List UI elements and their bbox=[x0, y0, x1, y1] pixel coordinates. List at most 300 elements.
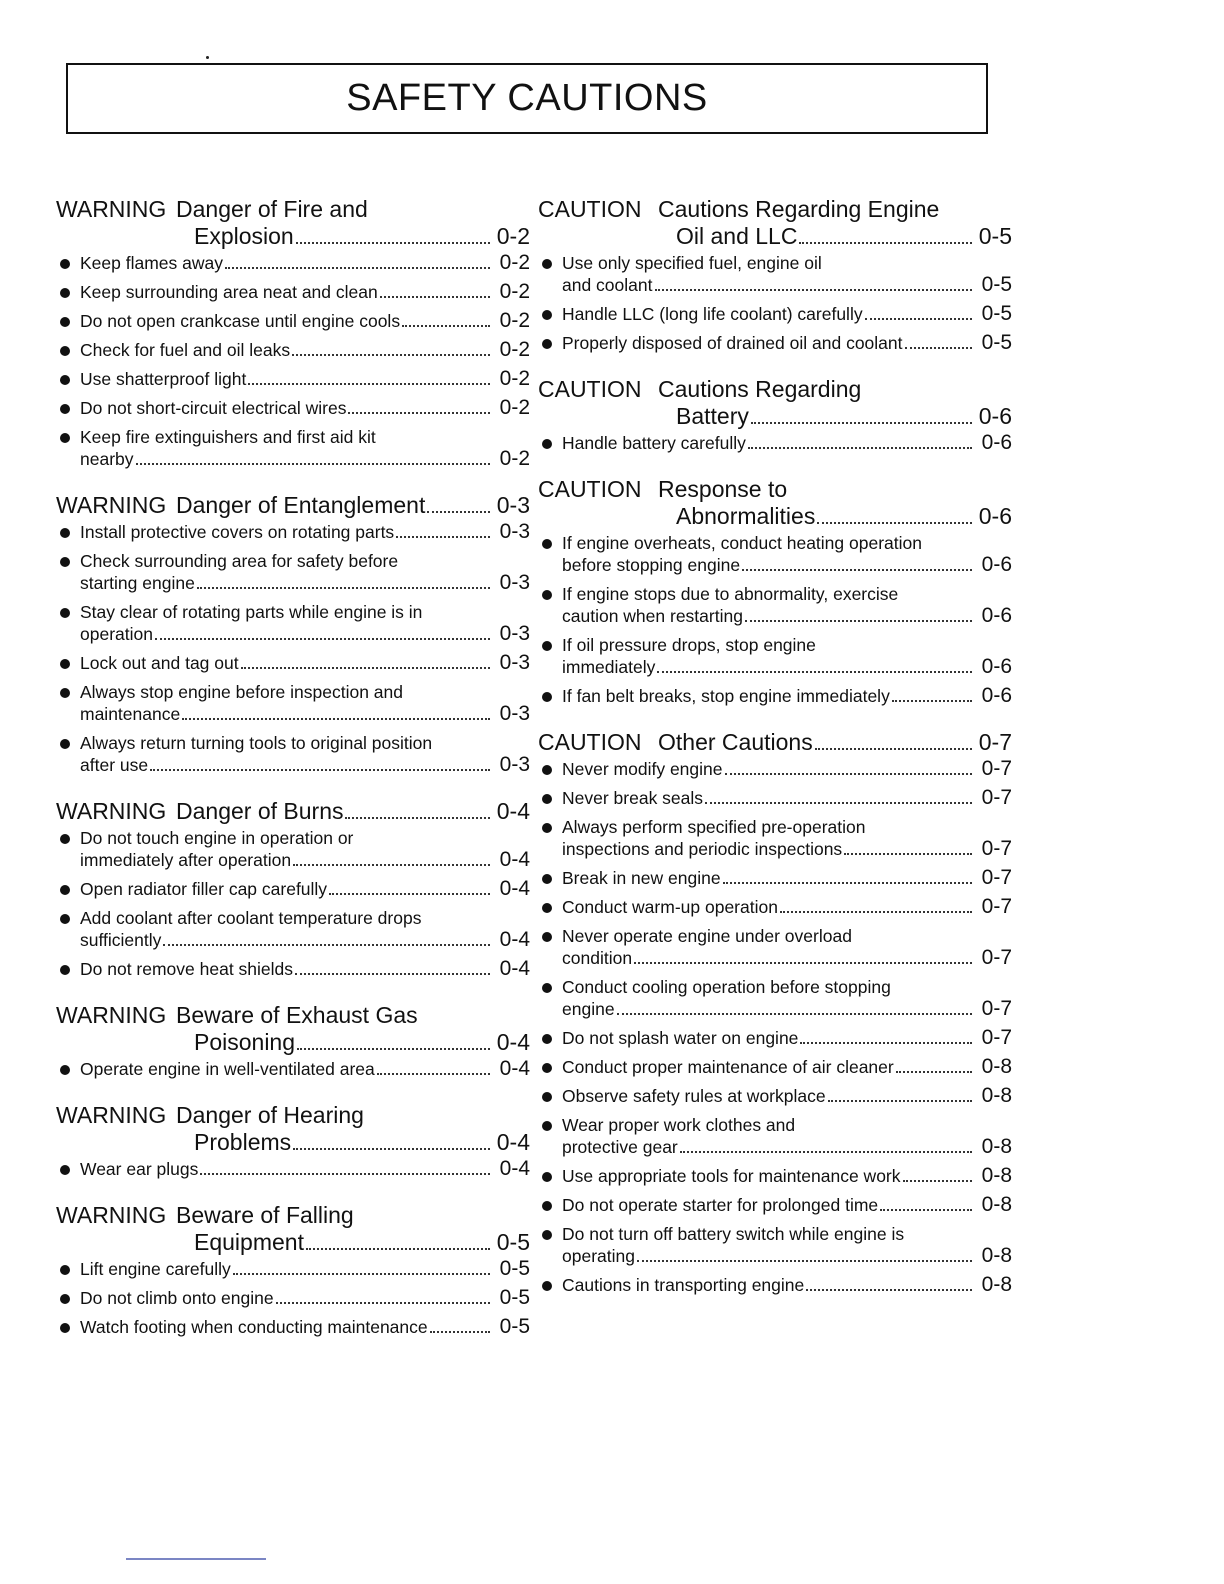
bullet-icon bbox=[60, 404, 70, 414]
toc-entry[interactable] bbox=[538, 252, 1012, 296]
toc-section bbox=[56, 1202, 530, 1338]
entry-line bbox=[80, 878, 530, 900]
entry-text-line2: maintenance bbox=[80, 704, 181, 724]
section-items bbox=[56, 252, 530, 470]
page-number: 0-5 bbox=[981, 331, 1012, 354]
dot-leader bbox=[329, 893, 490, 895]
toc-entry[interactable] bbox=[538, 583, 1012, 627]
dot-leader bbox=[427, 511, 490, 513]
page-number: 0-4 bbox=[496, 798, 530, 824]
dot-leader bbox=[799, 242, 972, 244]
entry-text-line1: If engine stops due to abnormality, exercise bbox=[562, 584, 899, 604]
bullet-icon bbox=[542, 692, 552, 702]
entry-line bbox=[80, 339, 530, 361]
toc-section bbox=[56, 798, 530, 980]
toc-entry[interactable] bbox=[56, 1158, 530, 1180]
section-heading bbox=[56, 1202, 530, 1256]
dot-leader bbox=[182, 718, 490, 720]
entry-line2 bbox=[80, 849, 530, 871]
section-title-line2[interactable] bbox=[658, 503, 1012, 530]
section-kind-label: WARNING bbox=[56, 1202, 167, 1228]
section-title-line1: Cautions Regarding bbox=[658, 376, 862, 402]
toc-entry[interactable] bbox=[56, 732, 530, 776]
entry-text: Never modify engine bbox=[562, 759, 723, 779]
dot-leader bbox=[817, 522, 972, 524]
bullet-icon bbox=[60, 259, 70, 269]
section-title bbox=[658, 476, 1012, 530]
entry-text-line2: condition bbox=[562, 948, 633, 968]
entry-text-line2: nearby bbox=[80, 449, 134, 469]
toc-entry[interactable] bbox=[538, 1165, 1012, 1187]
page-number: 0-2 bbox=[499, 338, 530, 361]
toc-entry[interactable] bbox=[538, 976, 1012, 1020]
section-title bbox=[176, 492, 530, 519]
section-title bbox=[176, 1002, 530, 1056]
entry-line bbox=[80, 281, 530, 303]
right-column bbox=[538, 196, 1012, 1318]
entry-line bbox=[562, 332, 1012, 354]
page-number: 0-7 bbox=[981, 786, 1012, 809]
page-number: 0-4 bbox=[496, 1129, 530, 1155]
entry-text-line1: Never operate engine under overload bbox=[562, 926, 852, 946]
bullet-icon bbox=[60, 885, 70, 895]
entry-text-line2: sufficiently bbox=[80, 930, 162, 950]
page-number: 0-4 bbox=[499, 957, 530, 980]
section-title bbox=[176, 1202, 530, 1256]
bullet-icon bbox=[60, 1065, 70, 1075]
entry-line bbox=[80, 1258, 530, 1280]
bullet-icon bbox=[542, 932, 552, 942]
section-title-text: Other Cautions bbox=[658, 729, 813, 755]
section-items bbox=[56, 521, 530, 776]
entry-text: Handle LLC (long life coolant) carefully bbox=[562, 304, 863, 324]
entry-line bbox=[562, 896, 1012, 918]
section-title-line2[interactable] bbox=[176, 1129, 530, 1156]
toc-entry[interactable] bbox=[56, 397, 530, 419]
toc-entry[interactable] bbox=[56, 426, 530, 470]
entry-text: Operate engine in well-ventilated area bbox=[80, 1059, 375, 1079]
section-title-line2[interactable] bbox=[176, 1029, 530, 1056]
bullet-icon bbox=[60, 557, 70, 567]
toc-entry[interactable] bbox=[538, 432, 1012, 454]
bullet-icon bbox=[542, 765, 552, 775]
bullet-icon bbox=[542, 539, 552, 549]
section-title-text: Danger of Burns bbox=[176, 798, 344, 824]
entry-text-line2: before stopping engine bbox=[562, 555, 741, 575]
page-number: 0-4 bbox=[499, 848, 530, 871]
entry-line bbox=[80, 521, 530, 543]
entry-line2 bbox=[80, 448, 530, 470]
entry-text-line1: Use only specified fuel, engine oil bbox=[562, 253, 822, 273]
section-title-line1: Beware of Falling bbox=[176, 1202, 354, 1228]
section-heading bbox=[56, 798, 530, 825]
dot-leader bbox=[865, 318, 972, 320]
page-number: 0-5 bbox=[981, 302, 1012, 325]
bullet-icon bbox=[60, 608, 70, 618]
section-heading bbox=[538, 476, 1012, 530]
page-number: 0-8 bbox=[981, 1164, 1012, 1187]
toc-entry[interactable] bbox=[538, 532, 1012, 576]
page-number: 0-5 bbox=[499, 1257, 530, 1280]
page-number: 0-2 bbox=[499, 367, 530, 390]
page-number: 0-4 bbox=[499, 1057, 530, 1080]
section-kind-label: WARNING bbox=[56, 1102, 167, 1128]
section-kind-label: CAUTION bbox=[538, 376, 642, 402]
toc-entry[interactable] bbox=[538, 634, 1012, 678]
page-number: 0-8 bbox=[981, 1084, 1012, 1107]
dot-leader bbox=[402, 325, 490, 327]
page-number: 0-5 bbox=[499, 1286, 530, 1309]
entry-line bbox=[80, 1058, 530, 1080]
page-number: 0-6 bbox=[978, 503, 1012, 529]
section-kind-label: WARNING bbox=[56, 798, 167, 824]
entry-text-line1: Conduct cooling operation before stopping bbox=[562, 977, 891, 997]
section-items bbox=[538, 532, 1012, 707]
entry-line bbox=[80, 310, 530, 332]
dot-leader bbox=[241, 667, 490, 669]
entry-line bbox=[80, 958, 530, 980]
entry-line bbox=[80, 252, 530, 274]
stray-dot bbox=[206, 56, 209, 59]
bullet-icon bbox=[542, 641, 552, 651]
toc-entry[interactable] bbox=[538, 787, 1012, 809]
section-title-line1[interactable] bbox=[176, 492, 530, 519]
section-heading bbox=[56, 1102, 530, 1156]
dot-leader bbox=[396, 536, 490, 538]
section-title-text: Explosion bbox=[194, 223, 294, 249]
page-number: 0-7 bbox=[981, 757, 1012, 780]
toc-entry[interactable] bbox=[538, 1056, 1012, 1078]
entry-line bbox=[562, 303, 1012, 325]
toc-entry[interactable] bbox=[56, 652, 530, 674]
bullet-icon bbox=[60, 528, 70, 538]
entry-line bbox=[562, 1027, 1012, 1049]
section-title bbox=[658, 729, 1012, 756]
dot-leader bbox=[293, 864, 490, 866]
section-title-line2[interactable] bbox=[658, 223, 1012, 250]
bullet-icon bbox=[60, 739, 70, 749]
toc-entry[interactable] bbox=[56, 550, 530, 594]
page-number: 0-3 bbox=[499, 520, 530, 543]
page-number: 0-8 bbox=[981, 1273, 1012, 1296]
toc-entry[interactable] bbox=[538, 1027, 1012, 1049]
bullet-icon bbox=[60, 834, 70, 844]
page-number: 0-6 bbox=[978, 403, 1012, 429]
section-title-line1[interactable] bbox=[658, 729, 1012, 756]
toc-section bbox=[538, 196, 1012, 354]
dot-leader bbox=[896, 1071, 972, 1073]
bullet-icon bbox=[542, 1201, 552, 1211]
entry-line2 bbox=[80, 623, 530, 645]
section-title-line2[interactable] bbox=[176, 1229, 530, 1256]
entry-text: Keep surrounding area neat and clean bbox=[80, 282, 378, 302]
toc-entry[interactable] bbox=[56, 310, 530, 332]
entry-text: If fan belt breaks, stop engine immediately bbox=[562, 686, 890, 706]
entry-text: Conduct warm-up operation bbox=[562, 897, 778, 917]
entry-text-line2: operation bbox=[80, 624, 153, 644]
dot-leader bbox=[292, 354, 490, 356]
entry-line2 bbox=[562, 605, 1012, 627]
title-box bbox=[66, 63, 988, 134]
entry-text-line1: Always perform specified pre-operation bbox=[562, 817, 866, 837]
toc-entry[interactable] bbox=[56, 339, 530, 361]
bullet-icon bbox=[542, 1230, 552, 1240]
section-heading bbox=[538, 196, 1012, 250]
entry-text: Conduct proper maintenance of air cleaner bbox=[562, 1057, 894, 1077]
entry-text: Handle battery carefully bbox=[562, 433, 746, 453]
toc-entry[interactable] bbox=[56, 521, 530, 543]
dot-leader bbox=[377, 1073, 490, 1075]
entry-line bbox=[562, 432, 1012, 454]
bullet-icon bbox=[542, 1281, 552, 1291]
entry-line2 bbox=[80, 929, 530, 951]
entry-text-line1: Keep fire extinguishers and first aid kit bbox=[80, 427, 376, 447]
page-number: 0-2 bbox=[499, 447, 530, 470]
entry-line2 bbox=[562, 554, 1012, 576]
bullet-icon bbox=[542, 903, 552, 913]
section-items bbox=[56, 1058, 530, 1080]
entry-text-line1: Always return turning tools to original position bbox=[80, 733, 433, 753]
toc-entry[interactable] bbox=[538, 1223, 1012, 1267]
section-heading bbox=[56, 1002, 530, 1056]
dot-leader bbox=[197, 587, 490, 589]
page-number: 0-5 bbox=[499, 1315, 530, 1338]
toc-entry[interactable] bbox=[538, 1085, 1012, 1107]
bullet-icon bbox=[542, 1092, 552, 1102]
entry-line bbox=[562, 1194, 1012, 1216]
dot-leader bbox=[905, 347, 973, 349]
entry-line bbox=[80, 397, 530, 419]
section-kind-label: WARNING bbox=[56, 196, 167, 222]
dot-leader bbox=[800, 1042, 972, 1044]
bullet-icon bbox=[60, 433, 70, 443]
section-title bbox=[176, 196, 530, 250]
entry-text: Cautions in transporting engine bbox=[562, 1275, 805, 1295]
section-kind-label: WARNING bbox=[56, 1002, 167, 1028]
page-number: 0-7 bbox=[978, 729, 1012, 755]
entry-line2 bbox=[562, 947, 1012, 969]
section-title bbox=[658, 376, 1012, 430]
section-kind-label: WARNING bbox=[56, 492, 167, 518]
entry-line2 bbox=[562, 1136, 1012, 1158]
entry-line bbox=[80, 368, 530, 390]
section-title-line2[interactable] bbox=[176, 223, 530, 250]
toc-section bbox=[56, 1102, 530, 1180]
bullet-icon bbox=[542, 874, 552, 884]
dot-leader bbox=[903, 1180, 972, 1182]
toc-entry[interactable] bbox=[56, 681, 530, 725]
toc-entry[interactable] bbox=[538, 1114, 1012, 1158]
page-number: 0-3 bbox=[499, 571, 530, 594]
bullet-icon bbox=[60, 375, 70, 385]
entry-text: Lock out and tag out bbox=[80, 653, 239, 673]
entry-text-line1: Do not turn off battery switch while engine is bbox=[562, 1224, 905, 1244]
entry-line bbox=[562, 867, 1012, 889]
section-title-line1: Response to bbox=[658, 476, 788, 502]
bullet-icon bbox=[542, 310, 552, 320]
section-title-text: Equipment bbox=[194, 1229, 304, 1255]
toc-entry[interactable] bbox=[56, 368, 530, 390]
section-heading bbox=[538, 729, 1012, 756]
entry-text-line2: inspections and periodic inspections bbox=[562, 839, 843, 859]
section-kind-label: CAUTION bbox=[538, 196, 642, 222]
section-title-text: Abnormalities bbox=[676, 503, 816, 529]
bullet-icon bbox=[542, 439, 552, 449]
toc-section bbox=[56, 196, 530, 470]
page-number: 0-8 bbox=[981, 1244, 1012, 1267]
entry-text: Use appropriate tools for maintenance work bbox=[562, 1166, 901, 1186]
toc-entry[interactable] bbox=[56, 907, 530, 951]
page-number: 0-4 bbox=[499, 877, 530, 900]
section-heading bbox=[56, 196, 530, 250]
entry-line bbox=[80, 652, 530, 674]
toc-entry[interactable] bbox=[56, 281, 530, 303]
entry-text-line1: Stay clear of rotating parts while engine is in bbox=[80, 602, 423, 622]
bullet-icon bbox=[60, 317, 70, 327]
toc-section bbox=[538, 376, 1012, 454]
entry-line bbox=[80, 1287, 530, 1309]
toc-entry[interactable] bbox=[538, 758, 1012, 780]
entry-text-line1: Check surrounding area for safety before bbox=[80, 551, 399, 571]
entry-text: Do not remove heat shields bbox=[80, 959, 294, 979]
entry-line2 bbox=[562, 838, 1012, 860]
toc-entry[interactable] bbox=[56, 1316, 530, 1338]
page-number: 0-8 bbox=[981, 1193, 1012, 1216]
page-number: 0-5 bbox=[978, 223, 1012, 249]
entry-line bbox=[562, 1274, 1012, 1296]
page-number: 0-8 bbox=[981, 1135, 1012, 1158]
toc-entry[interactable] bbox=[56, 1058, 530, 1080]
page-number: 0-6 bbox=[981, 431, 1012, 454]
section-items bbox=[538, 758, 1012, 1296]
bullet-icon bbox=[542, 259, 552, 269]
dot-leader bbox=[345, 817, 490, 819]
entry-line bbox=[562, 758, 1012, 780]
bullet-icon bbox=[542, 794, 552, 804]
page-number: 0-3 bbox=[499, 702, 530, 725]
toc-entry[interactable] bbox=[538, 1274, 1012, 1296]
toc-section bbox=[56, 1002, 530, 1080]
toc-entry[interactable] bbox=[56, 601, 530, 645]
page-number: 0-7 bbox=[981, 895, 1012, 918]
bullet-icon bbox=[60, 1265, 70, 1275]
page-number: 0-6 bbox=[981, 553, 1012, 576]
toc-entry[interactable] bbox=[538, 685, 1012, 707]
dot-leader bbox=[880, 1209, 972, 1211]
toc-entry[interactable] bbox=[538, 332, 1012, 354]
section-title-line1: Beware of Exhaust Gas bbox=[176, 1002, 418, 1028]
toc-entry[interactable] bbox=[56, 1258, 530, 1280]
page-number: 0-4 bbox=[496, 1029, 530, 1055]
toc-entry[interactable] bbox=[538, 1194, 1012, 1216]
left-column bbox=[56, 196, 530, 1360]
entry-text: Watch footing when conducting maintenance bbox=[80, 1317, 428, 1337]
dot-leader bbox=[380, 296, 490, 298]
entry-line2 bbox=[80, 572, 530, 594]
toc-section bbox=[538, 476, 1012, 707]
section-title-text: Poisoning bbox=[194, 1029, 296, 1055]
bullet-icon bbox=[60, 965, 70, 975]
section-title-line2[interactable] bbox=[658, 403, 1012, 430]
toc-entry[interactable] bbox=[56, 827, 530, 871]
dot-leader bbox=[306, 1248, 490, 1250]
bullet-icon bbox=[60, 688, 70, 698]
dot-leader bbox=[745, 620, 972, 622]
entry-line2 bbox=[562, 998, 1012, 1020]
toc-entry[interactable] bbox=[538, 896, 1012, 918]
entry-text-line2: immediately bbox=[562, 657, 656, 677]
entry-line bbox=[80, 1158, 530, 1180]
toc-entry[interactable] bbox=[538, 303, 1012, 325]
entry-text: Do not short-circuit electrical wires bbox=[80, 398, 347, 418]
section-items bbox=[56, 1258, 530, 1338]
dot-leader bbox=[150, 769, 490, 771]
entry-line2 bbox=[80, 703, 530, 725]
page-number: 0-4 bbox=[499, 1157, 530, 1180]
dot-leader bbox=[723, 882, 972, 884]
page-number: 0-5 bbox=[981, 273, 1012, 296]
page-number: 0-7 bbox=[981, 866, 1012, 889]
bullet-icon bbox=[60, 1165, 70, 1175]
entry-text-line1: Add coolant after coolant temperature drops bbox=[80, 908, 422, 928]
dot-leader bbox=[617, 1013, 972, 1015]
section-title-line1: Danger of Fire and bbox=[176, 196, 368, 222]
dot-leader bbox=[844, 853, 972, 855]
section-heading bbox=[56, 492, 530, 519]
dot-leader bbox=[657, 671, 972, 673]
entry-text-line2: after use bbox=[80, 755, 149, 775]
toc-entry[interactable] bbox=[56, 1287, 530, 1309]
bullet-icon bbox=[542, 1121, 552, 1131]
section-title-line1[interactable] bbox=[176, 798, 530, 825]
dot-leader bbox=[293, 1148, 490, 1150]
entry-text-line2: immediately after operation bbox=[80, 850, 292, 870]
toc-entry[interactable] bbox=[56, 958, 530, 980]
toc-entry[interactable] bbox=[56, 252, 530, 274]
section-heading bbox=[538, 376, 1012, 430]
entry-text: Never break seals bbox=[562, 788, 704, 808]
page-title: SAFETY CAUTIONS bbox=[346, 77, 708, 119]
page-number: 0-7 bbox=[981, 1026, 1012, 1049]
dot-leader bbox=[751, 422, 972, 424]
page-number: 0-7 bbox=[981, 946, 1012, 969]
toc-entry[interactable] bbox=[538, 816, 1012, 860]
entry-text: Install protective covers on rotating parts bbox=[80, 522, 395, 542]
bullet-icon bbox=[60, 346, 70, 356]
entry-text-line2: and coolant bbox=[562, 275, 653, 295]
dot-leader bbox=[742, 569, 972, 571]
section-items bbox=[538, 252, 1012, 354]
toc-entry[interactable] bbox=[56, 878, 530, 900]
page-number: 0-3 bbox=[499, 651, 530, 674]
entry-text-line2: protective gear bbox=[562, 1137, 678, 1157]
entry-text: Use shatterproof light bbox=[80, 369, 247, 389]
page-number: 0-4 bbox=[499, 928, 530, 951]
entry-text-line2: starting engine bbox=[80, 573, 195, 593]
toc-entry[interactable] bbox=[538, 867, 1012, 889]
dot-leader bbox=[634, 962, 972, 964]
toc-entry[interactable] bbox=[538, 925, 1012, 969]
bullet-icon bbox=[60, 1294, 70, 1304]
page-number: 0-3 bbox=[499, 753, 530, 776]
entry-text-line1: If oil pressure drops, stop engine bbox=[562, 635, 816, 655]
dot-leader bbox=[155, 638, 490, 640]
entry-line2 bbox=[562, 274, 1012, 296]
page-number: 0-3 bbox=[496, 492, 530, 518]
entry-text: Observe safety rules at workplace bbox=[562, 1086, 826, 1106]
dot-leader bbox=[828, 1100, 972, 1102]
page-number: 0-2 bbox=[499, 251, 530, 274]
